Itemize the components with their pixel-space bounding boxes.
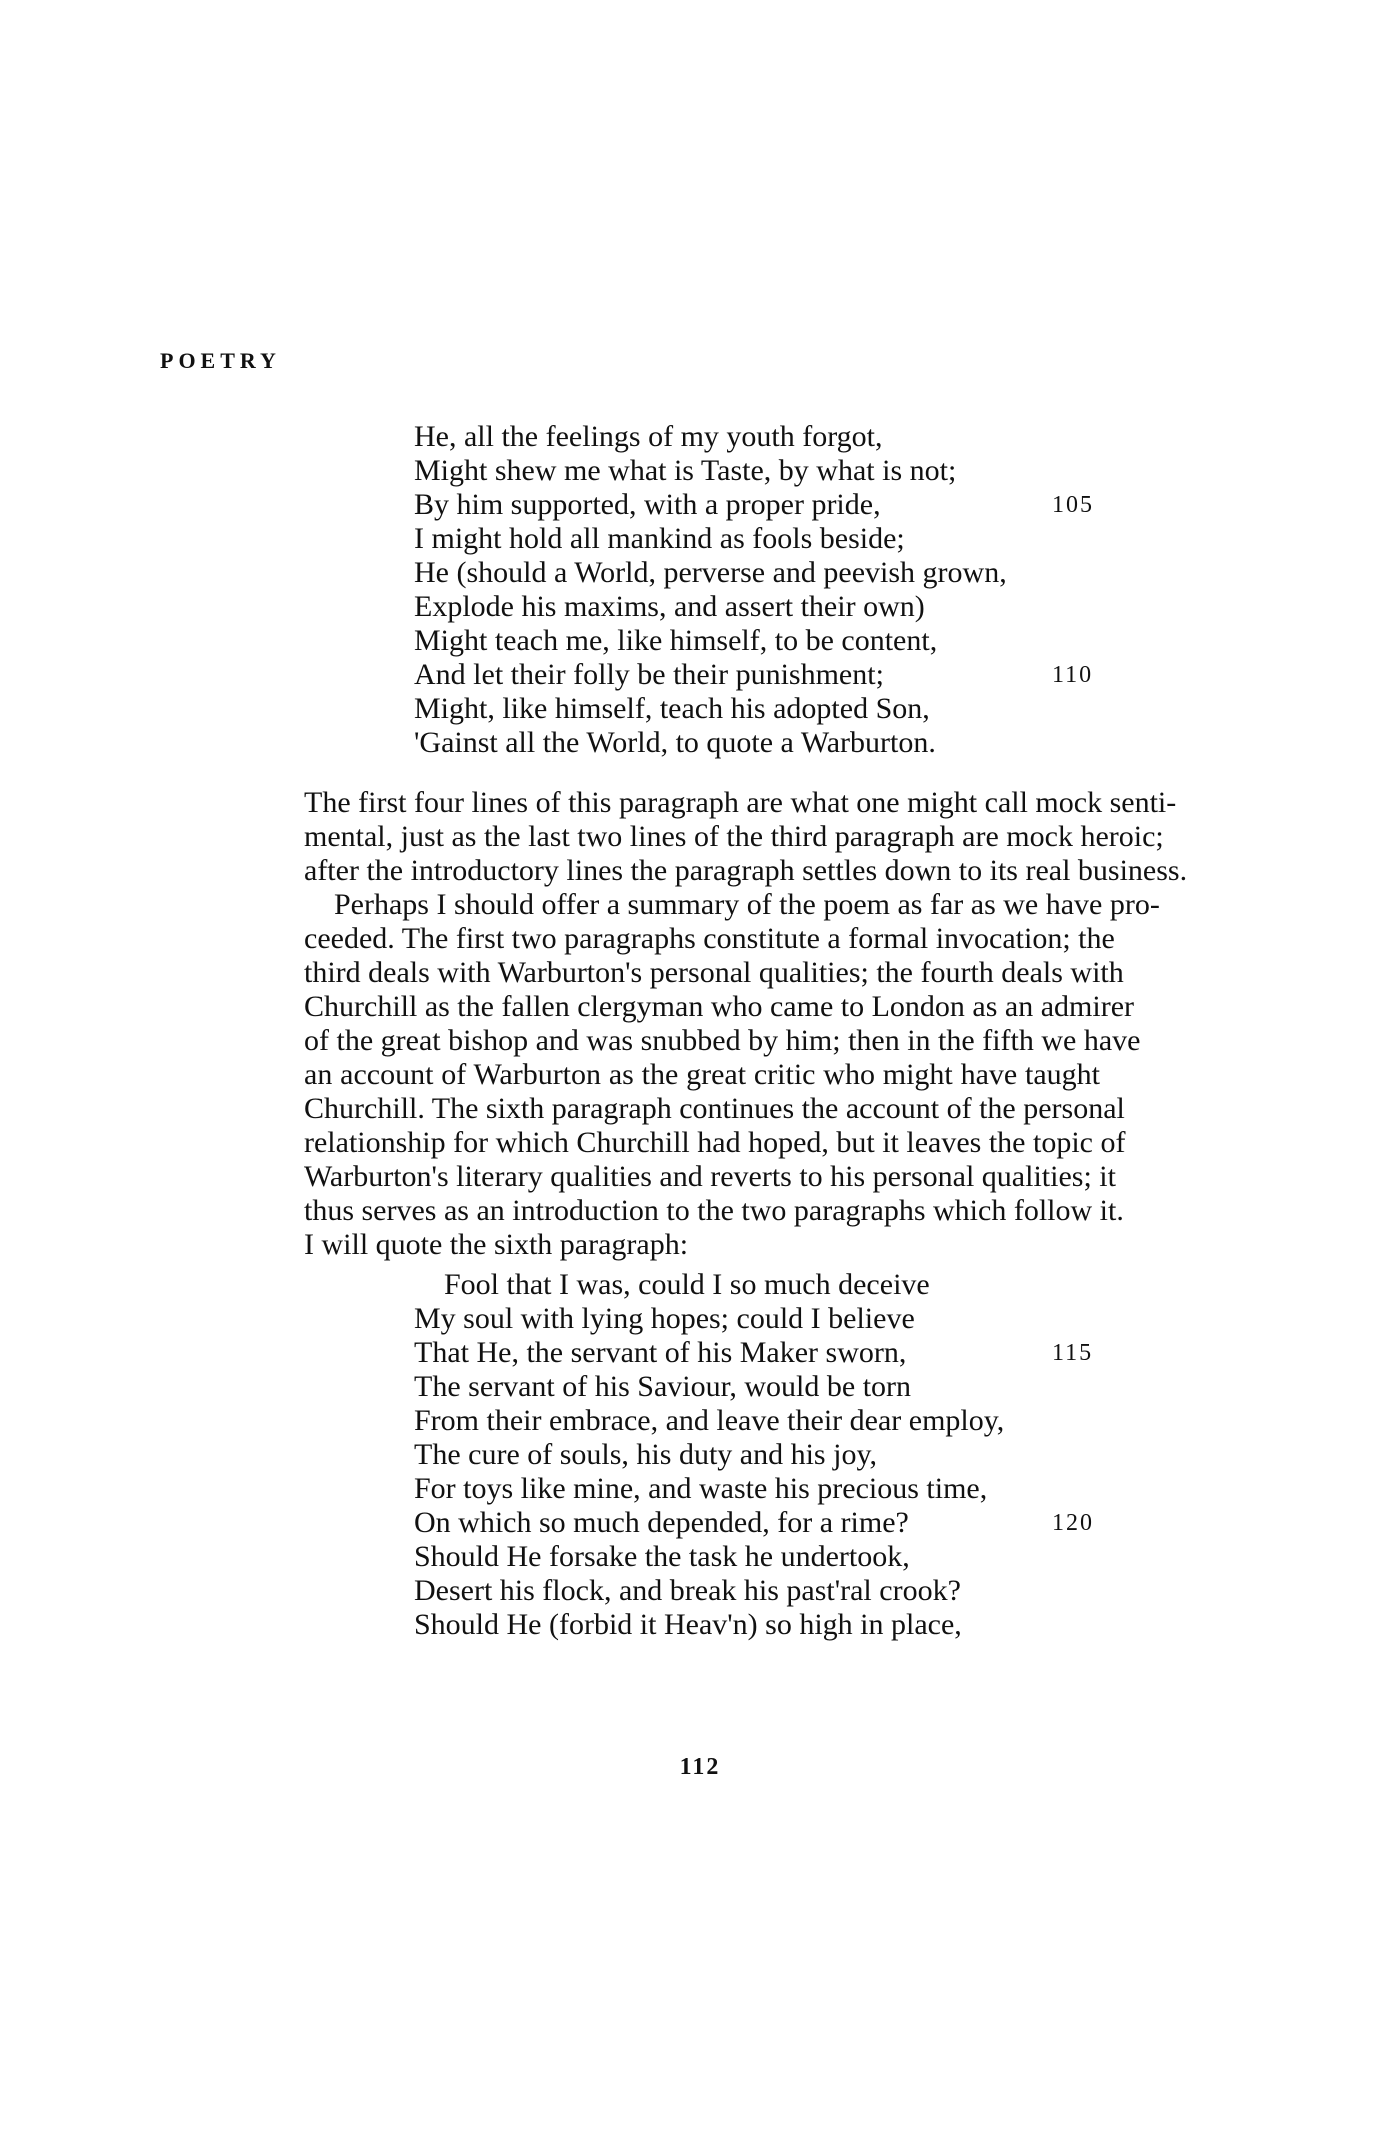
verse-line: Explode his maxims, and assert their own) xyxy=(414,590,925,623)
verse-block-2 xyxy=(414,1268,1214,1642)
prose-line: Churchill as the fallen clergyman who came to London as an admirer xyxy=(304,990,1135,1023)
prose-line: ceeded. The first two paragraphs constitute a formal invocation; the xyxy=(304,922,1115,955)
verse-line: Fool that I was, could I so much deceive xyxy=(444,1268,930,1301)
prose-line: Warburton's literary qualities and reverts to his personal qualities; it xyxy=(304,1160,1116,1193)
verse-line: Desert his flock, and break his past'ral crook? xyxy=(414,1574,961,1607)
running-head: POETRY xyxy=(160,348,281,373)
line-number: 115 xyxy=(1052,1340,1094,1366)
verse-line: 'Gainst all the World, to quote a Warburton. xyxy=(414,726,936,759)
verse-line: On which so much depended, for a rime? xyxy=(414,1506,909,1539)
prose-line: thus serves as an introduction to the two paragraphs which follow it. xyxy=(304,1194,1124,1227)
verse-line: Might shew me what is Taste, by what is not; xyxy=(414,454,957,487)
prose-line: mental, just as the last two lines of the third paragraph are mock heroic; xyxy=(304,820,1164,853)
prose-line: I will quote the sixth paragraph: xyxy=(304,1228,689,1261)
verse-line: Might, like himself, teach his adopted Son, xyxy=(414,692,930,725)
page-number: 112 xyxy=(679,1754,721,1780)
verse-line: From their embrace, and leave their dear employ, xyxy=(414,1404,1005,1437)
verse-line: By him supported, with a proper pride, xyxy=(414,488,881,521)
prose-line: The first four lines of this paragraph are what one might call mock senti- xyxy=(304,786,1177,819)
verse-line: For toys like mine, and waste his precious time, xyxy=(414,1472,988,1505)
verse-line: He, all the feelings of my youth forgot, xyxy=(414,420,883,453)
line-number: 105 xyxy=(1052,492,1094,518)
prose-line: third deals with Warburton's personal qualities; the fourth deals with xyxy=(304,956,1124,989)
verse-line: The cure of souls, his duty and his joy, xyxy=(414,1438,877,1471)
verse-block-1 xyxy=(414,420,1214,760)
prose-line: of the great bishop and was snubbed by him; then in the fifth we have xyxy=(304,1024,1141,1057)
line-number: 120 xyxy=(1052,1510,1094,1536)
prose-line: relationship for which Churchill had hoped, but it leaves the topic of xyxy=(304,1126,1126,1159)
verse-line: My soul with lying hopes; could I believe xyxy=(414,1302,915,1335)
verse-line: I might hold all mankind as fools beside; xyxy=(414,522,905,555)
verse-line: That He, the servant of his Maker sworn, xyxy=(414,1336,907,1369)
prose-line: Perhaps I should offer a summary of the poem as far as we have pro- xyxy=(334,888,1160,921)
verse-line: Should He forsake the task he undertook, xyxy=(414,1540,910,1573)
prose-line: after the introductory lines the paragraph settles down to its real business. xyxy=(304,854,1188,887)
prose-paragraph-1 xyxy=(304,786,1188,888)
line-number: 110 xyxy=(1052,662,1094,688)
verse-line: The servant of his Saviour, would be torn xyxy=(414,1370,912,1403)
prose-line: Churchill. The sixth paragraph continues the account of the personal xyxy=(304,1092,1125,1125)
prose-line: an account of Warburton as the great critic who might have taught xyxy=(304,1058,1100,1091)
prose-paragraph-2 xyxy=(304,888,1160,1262)
verse-line: Might teach me, like himself, to be content, xyxy=(414,624,938,657)
verse-line: He (should a World, perverse and peevish grown, xyxy=(414,556,1007,589)
verse-line: And let their folly be their punishment; xyxy=(414,658,884,691)
verse-line: Should He (forbid it Heav'n) so high in place, xyxy=(414,1608,962,1641)
